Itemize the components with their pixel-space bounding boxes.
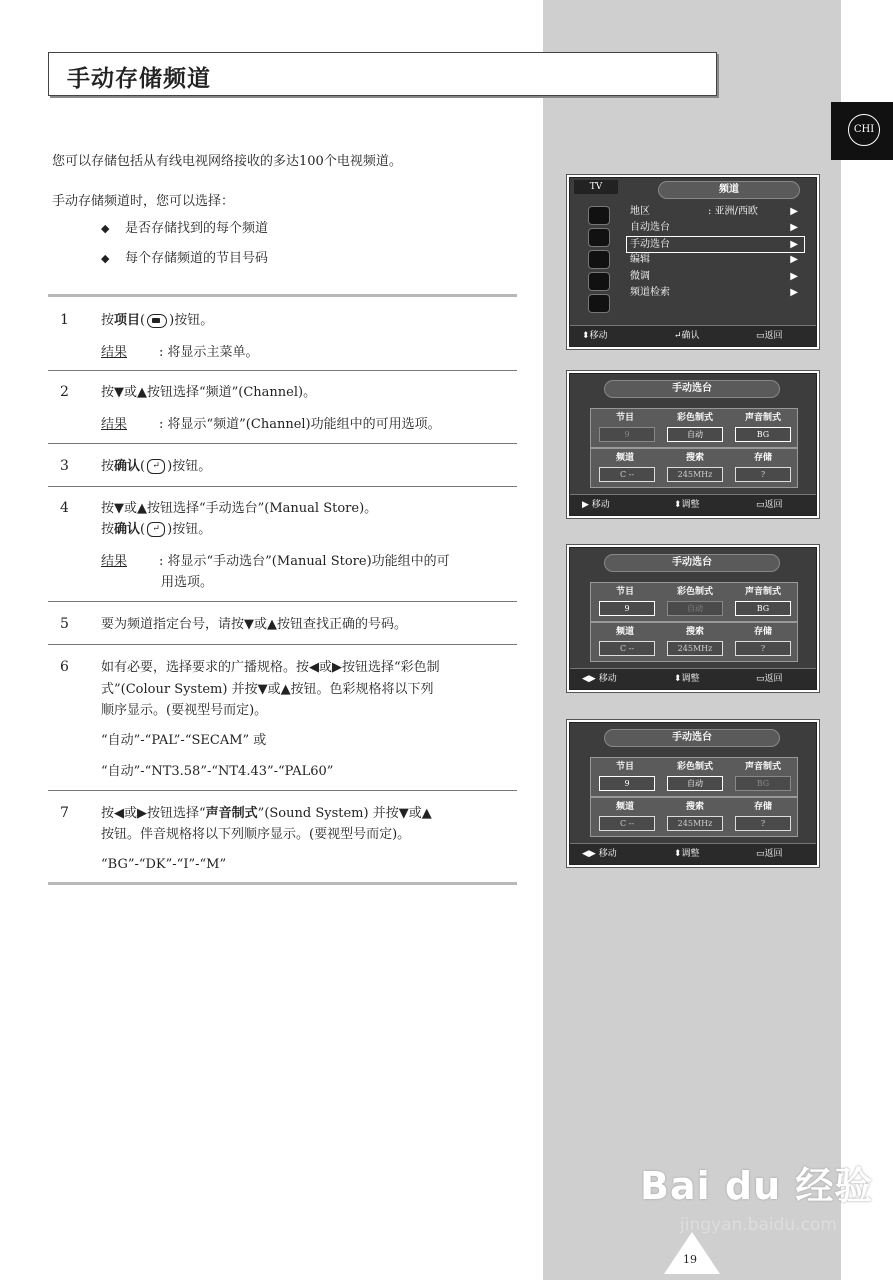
menu-item[interactable]: 微调 ▶ <box>630 271 798 282</box>
intro-line-2: 手动存储频道时，您可以选择： <box>52 194 235 209</box>
enter-icon: ↵ <box>147 459 165 474</box>
menu-item[interactable]: 地区 : 亚洲/西欧 ▶ <box>630 206 798 217</box>
screen-footer: ▶ 移动 ⬍ 调整 ▭ 返回 <box>570 494 816 515</box>
bullet-item: ◆ 是否存储找到的每个频道 <box>101 221 269 236</box>
divider <box>48 790 517 791</box>
bullet-item: ◆ 每个存储频道的节目号码 <box>101 251 269 266</box>
enter-icon: ↵ <box>147 522 165 537</box>
divider <box>48 294 517 297</box>
settings-panel-bottom: 频道 搜索 存储 C -- 245MHz ? <box>590 448 798 488</box>
settings-panel-top: 节目 彩色制式 声音制式 9 自动 BG <box>590 582 798 622</box>
title-box <box>48 52 717 96</box>
divider <box>48 882 517 885</box>
divider <box>48 486 517 487</box>
step-6-line-3: 顺序显示。(要视型号而定)。 <box>101 703 268 718</box>
picture-icon <box>588 206 610 225</box>
step-1-result: 结果 : 将显示主菜单。 <box>101 345 259 360</box>
step-4-text-2: 按确认( ↵ )按钮。 <box>101 522 212 537</box>
step-5-text: 要为频道指定台号，请按▼或▲按钮查找正确的号码。 <box>101 617 407 632</box>
settings-panel-bottom: 频道 搜索 存储 C -- 245MHz ? <box>590 797 798 837</box>
manual-store-screen <box>569 373 817 516</box>
menu-icon-column <box>574 198 618 314</box>
screen-title: 手动选台 <box>604 380 780 398</box>
divider <box>48 443 517 444</box>
step-number: 2 <box>60 384 69 400</box>
watermark-logo: Bai du 经验 <box>640 1164 874 1208</box>
screen-footer: ◀▶ 移动 ⬍ 调整 ▭ 返回 <box>570 843 816 864</box>
menu-button-icon <box>147 314 167 328</box>
step-4-result-2: 用选项。 <box>161 575 214 590</box>
step-7-sequence: “BG”-“DK”-“I”-“M” <box>101 857 227 872</box>
menu-item[interactable]: 自动选台 ▶ <box>630 222 798 233</box>
menu-item-selected[interactable]: 手动选台 ▶ <box>626 236 805 253</box>
step-number: 5 <box>60 616 69 632</box>
menu-title: 频道 <box>658 181 800 199</box>
screen-title: 手动选台 <box>604 729 780 747</box>
step-2-result: 结果 : 将显示“频道”(Channel)功能组中的可用选项。 <box>101 417 441 432</box>
settings-panel-top: 节目 彩色制式 声音制式 9 自动 BG <box>590 757 798 797</box>
step-2-text: 按▼或▲按钮选择“频道”(Channel)。 <box>101 385 317 400</box>
intro-line-1: 您可以存储包括从有线电视网络接收的多达100个电视频道。 <box>52 154 402 169</box>
step-number: 3 <box>60 458 69 474</box>
screen-footer: ◀▶ 移动 ⬍ 调整 ▭ 返回 <box>570 668 816 689</box>
language-tab <box>831 102 893 160</box>
language-badge: CHI <box>848 114 880 146</box>
divider <box>48 370 517 371</box>
step-number: 1 <box>60 312 69 328</box>
tv-channel-menu-screen <box>569 177 817 347</box>
step-4-text: 按▼或▲按钮选择“手动选台”(Manual Store)。 <box>101 501 378 516</box>
menu-item[interactable]: 频道检索 ▶ <box>630 287 798 298</box>
menu-item[interactable]: 编辑 ▶ <box>630 254 798 265</box>
step-6-sequence-1: “自动”-“PAL”-“SECAM” 或 <box>101 733 267 748</box>
step-6-sequence-2: “自动”-“NT3.58”-“NT4.43”-“PAL60” <box>101 764 334 779</box>
page-title: 手动存储频道 <box>67 65 211 92</box>
divider <box>48 644 517 645</box>
manual-store-screen <box>569 722 817 865</box>
manual-store-screen <box>569 547 817 690</box>
page-number: 19 <box>683 1253 697 1266</box>
step-number: 7 <box>60 805 69 821</box>
screen-title: 手动选台 <box>604 554 780 572</box>
sound-icon <box>588 228 610 247</box>
step-4-result: 结果 : 将显示“手动选台”(Manual Store)功能组中的可 <box>101 554 450 569</box>
settings-panel-bottom: 频道 搜索 存储 C -- 245MHz ? <box>590 622 798 662</box>
step-7-line-1: 按◀或▶按钮选择“声音制式”(Sound System) 并按▼或▲ <box>101 806 432 821</box>
step-3-text: 按确认( ↵ )按钮。 <box>101 459 212 474</box>
input-icon <box>588 294 610 313</box>
step-1-text: 按项目( )按钮。 <box>101 313 214 328</box>
step-7-line-2: 按钮。伴音规格将以下列顺序显示。(要视型号而定)。 <box>101 827 411 842</box>
screen-footer: ⬍ 移动 ↵ 确认 ▭ 返回 <box>570 325 816 346</box>
setup-icon <box>588 272 610 291</box>
step-number: 6 <box>60 659 69 675</box>
watermark-url: jingyan.baidu.com <box>680 1215 837 1235</box>
settings-panel-top: 节目 彩色制式 声音制式 9 自动 BG <box>590 408 798 448</box>
tv-label: TV <box>574 180 618 194</box>
step-6-line-1: 如有必要，选择要求的广播规格。按◀或▶按钮选择“彩色制 <box>101 660 440 675</box>
step-6-line-2: 式”(Colour System) 并按▼或▲按钮。色彩规格将以下列 <box>101 682 434 697</box>
channel-icon <box>588 250 610 269</box>
divider <box>48 601 517 602</box>
step-number: 4 <box>60 500 69 516</box>
